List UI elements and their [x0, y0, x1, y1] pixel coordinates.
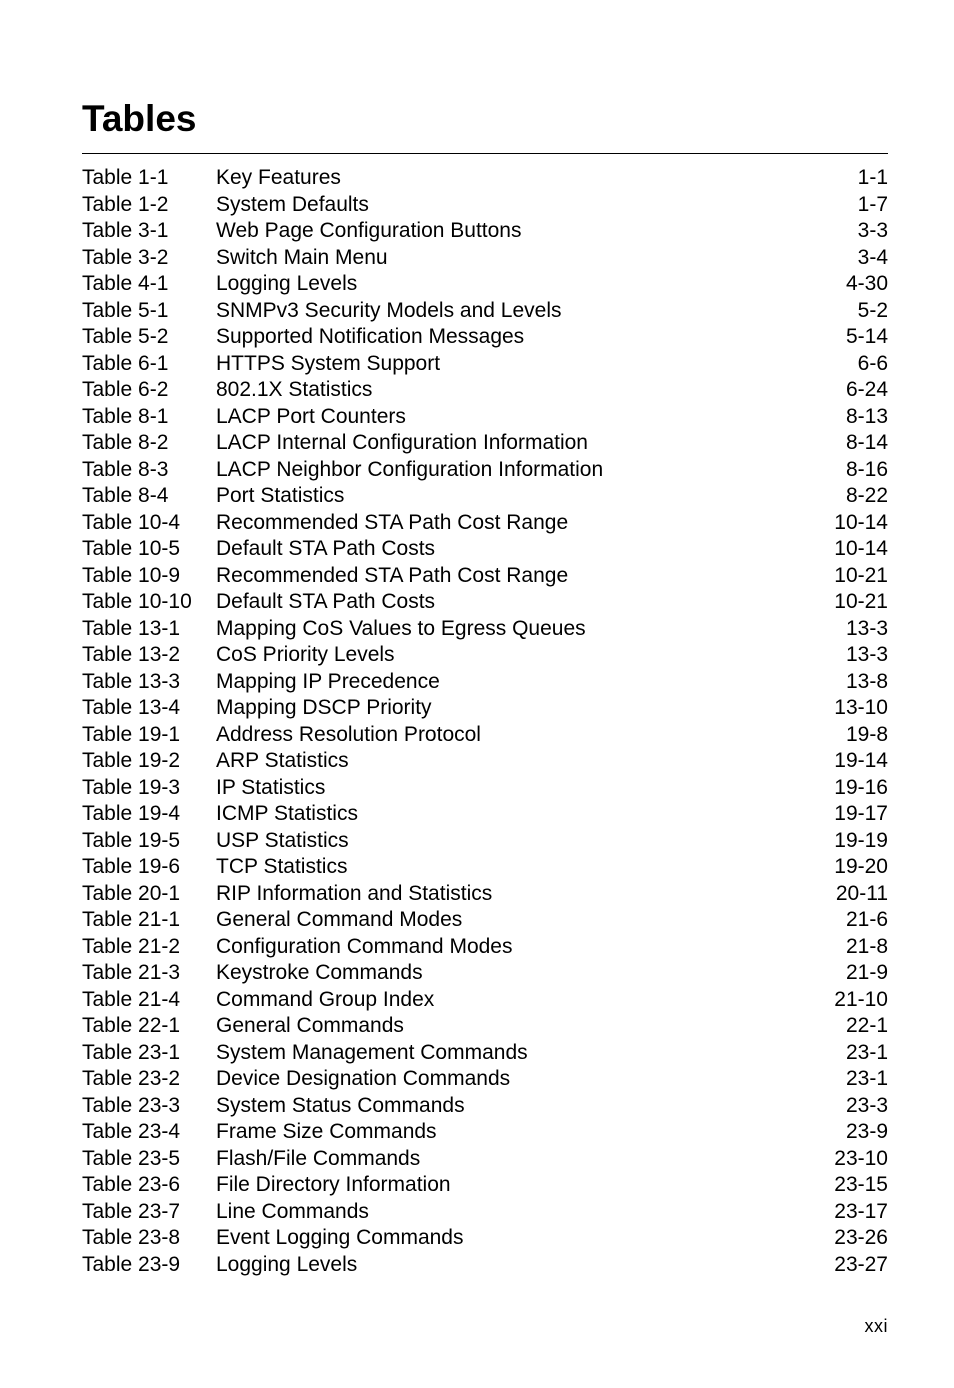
table-number: Table 10-4 — [82, 510, 181, 534]
list-item[interactable] — [82, 1119, 888, 1146]
page-reference: 23-10 — [834, 1146, 888, 1170]
table-title: SNMPv3 Security Models and Levels — [216, 298, 562, 322]
table-number: Table 10-5 — [82, 537, 181, 560]
table-number: Table 23-7 — [82, 1199, 181, 1223]
page-reference: 19-8 — [845, 722, 888, 746]
table-number: Table 4-1 — [82, 272, 169, 295]
list-item[interactable] — [82, 563, 888, 590]
table-title: Web Page Configuration Buttons — [216, 219, 522, 242]
page-reference: 1-1 — [857, 166, 888, 189]
table-list — [82, 165, 888, 1278]
table-title: Mapping CoS Values to Egress Queues — [216, 616, 586, 640]
page-reference: 19-20 — [834, 855, 888, 878]
page-reference: 23-3 — [845, 1093, 888, 1117]
table-title: Logging Levels — [216, 1252, 358, 1276]
table-title: Default STA Path Costs — [216, 537, 436, 560]
table-number: Table 6-1 — [82, 351, 169, 375]
table-number: Table 13-3 — [82, 669, 181, 693]
list-item[interactable] — [82, 1040, 888, 1067]
list-item[interactable] — [82, 828, 888, 855]
table-title: TCP Statistics — [216, 855, 348, 878]
table-number: Table 23-9 — [82, 1252, 181, 1276]
table-title: Mapping DSCP Priority — [216, 696, 432, 719]
table-number: Table 21-2 — [82, 934, 181, 958]
list-item[interactable] — [82, 748, 888, 775]
list-item[interactable] — [82, 245, 888, 272]
page-reference: 8-14 — [845, 431, 888, 454]
table-title: LACP Neighbor Configuration Information — [216, 457, 604, 481]
table-number: Table 13-4 — [82, 696, 181, 719]
list-item[interactable] — [82, 722, 888, 749]
list-item[interactable] — [82, 351, 888, 378]
list-item[interactable] — [82, 616, 888, 643]
table-number: Table 8-2 — [82, 431, 169, 454]
page-reference: 3-3 — [857, 219, 888, 242]
list-item[interactable] — [82, 775, 888, 802]
page-reference: 5-2 — [857, 298, 888, 322]
list-item[interactable] — [82, 854, 888, 881]
table-title: HTTPS System Support — [216, 351, 441, 375]
table-title: General Commands — [216, 1014, 404, 1037]
page-reference: 8-16 — [845, 457, 888, 481]
list-item[interactable] — [82, 271, 888, 298]
list-item[interactable] — [82, 669, 888, 696]
table-number: Table 13-1 — [82, 616, 181, 640]
list-item[interactable] — [82, 404, 888, 431]
page-reference: 21-9 — [845, 961, 888, 984]
table-number: Table 3-2 — [82, 245, 169, 269]
table-number: Table 19-4 — [82, 802, 181, 825]
table-title: Configuration Command Modes — [216, 934, 513, 958]
table-title: Port Statistics — [216, 484, 345, 507]
page-reference: 23-26 — [834, 1226, 888, 1249]
table-number: Table 8-4 — [82, 484, 169, 507]
list-item[interactable] — [82, 695, 888, 722]
table-title: Supported Notification Messages — [216, 325, 525, 348]
page-reference: 23-17 — [834, 1199, 888, 1223]
table-title: System Status Commands — [216, 1093, 465, 1117]
table-title: Address Resolution Protocol — [216, 722, 481, 746]
page-reference: 20-11 — [835, 881, 888, 905]
table-title: Switch Main Menu — [216, 245, 388, 269]
table-number: Table 23-5 — [82, 1146, 181, 1170]
list-item[interactable] — [82, 218, 888, 245]
page-reference: 6-24 — [845, 378, 888, 401]
table-number: Table 23-8 — [82, 1226, 181, 1249]
list-item[interactable] — [82, 1066, 888, 1093]
table-title: Logging Levels — [216, 272, 358, 295]
table-title: Recommended STA Path Cost Range — [216, 510, 569, 534]
page-number: xxi — [864, 1316, 888, 1336]
page-reference: 5-14 — [845, 325, 888, 348]
table-title: LACP Internal Configuration Information — [216, 431, 588, 454]
list-item[interactable] — [82, 1252, 888, 1279]
table-title: File Directory Information — [216, 1173, 451, 1196]
list-item[interactable] — [82, 881, 888, 908]
page-reference: 10-21 — [834, 563, 888, 587]
table-number: Table 22-1 — [82, 1014, 181, 1037]
table-number: Table 8-3 — [82, 457, 169, 481]
table-title: Default STA Path Costs — [216, 590, 436, 613]
table-number: Table 6-2 — [82, 378, 169, 401]
table-title: Device Designation Commands — [216, 1067, 511, 1090]
list-item[interactable] — [82, 589, 888, 616]
table-number: Table 10-10 — [82, 590, 192, 613]
table-number: Table 21-4 — [82, 987, 181, 1011]
page-reference: 13-3 — [845, 616, 888, 640]
table-title: Command Group Index — [216, 987, 435, 1011]
page-reference: 13-8 — [845, 669, 888, 693]
list-item[interactable] — [82, 510, 888, 537]
table-title: Flash/File Commands — [216, 1146, 421, 1170]
list-item[interactable] — [82, 1013, 888, 1040]
page-reference: 1-7 — [857, 192, 888, 216]
table-title: ARP Statistics — [216, 749, 349, 772]
page-reference: 23-9 — [845, 1120, 888, 1143]
page-reference: 23-27 — [834, 1252, 888, 1276]
table-number: Table 23-4 — [82, 1120, 181, 1143]
page-reference: 19-17 — [834, 802, 888, 825]
page-reference: 22-1 — [845, 1014, 888, 1037]
list-item[interactable] — [82, 483, 888, 510]
list-item[interactable] — [82, 377, 888, 404]
page-reference: 21-8 — [845, 934, 888, 958]
table-number: Table 23-6 — [82, 1173, 181, 1196]
table-number: Table 23-3 — [82, 1093, 181, 1117]
page-reference: 10-14 — [834, 537, 888, 560]
list-item[interactable] — [82, 165, 888, 192]
table-title: RIP Information and Statistics — [216, 881, 493, 905]
page-reference: 8-13 — [845, 404, 888, 428]
list-item[interactable] — [82, 457, 888, 484]
page-title: Tables — [82, 98, 197, 139]
page-reference: 23-1 — [845, 1040, 888, 1064]
table-title: 802.1X Statistics — [216, 378, 373, 401]
list-item[interactable] — [82, 1146, 888, 1173]
table-number: Table 19-6 — [82, 855, 181, 878]
list-item[interactable] — [82, 987, 888, 1014]
table-number: Table 20-1 — [82, 881, 181, 905]
table-number: Table 5-1 — [82, 298, 169, 322]
list-item[interactable] — [82, 192, 888, 219]
page-reference: 23-15 — [834, 1173, 888, 1196]
list-item[interactable] — [82, 324, 888, 351]
table-number: Table 5-2 — [82, 325, 169, 348]
list-item[interactable] — [82, 1199, 888, 1226]
table-number: Table 21-3 — [82, 961, 181, 984]
table-number: Table 23-2 — [82, 1067, 181, 1090]
list-item[interactable] — [82, 1093, 888, 1120]
page-reference: 21-10 — [834, 987, 888, 1011]
table-number: Table 8-1 — [82, 404, 169, 428]
list-item[interactable] — [82, 1172, 888, 1199]
list-item[interactable] — [82, 907, 888, 934]
table-number: Table 19-5 — [82, 828, 181, 852]
table-title: CoS Priority Levels — [216, 643, 395, 666]
page-reference: 21-6 — [845, 908, 888, 931]
table-title: Recommended STA Path Cost Range — [216, 563, 569, 587]
table-title: Keystroke Commands — [216, 961, 423, 984]
page-reference: 13-3 — [845, 643, 888, 666]
table-title: USP Statistics — [216, 828, 349, 852]
list-item[interactable] — [82, 1225, 888, 1252]
list-item[interactable] — [82, 801, 888, 828]
page-reference: 4-30 — [845, 272, 888, 295]
table-title: IP Statistics — [216, 775, 326, 799]
page-reference: 19-14 — [834, 749, 888, 772]
page-reference: 10-21 — [834, 590, 888, 613]
table-number: Table 21-1 — [82, 908, 181, 931]
list-item[interactable] — [82, 298, 888, 325]
list-item[interactable] — [82, 430, 888, 457]
page-reference: 19-19 — [834, 828, 888, 852]
page-reference: 10-14 — [834, 510, 888, 534]
list-item[interactable] — [82, 642, 888, 669]
page-reference: 6-6 — [857, 351, 888, 375]
table-number: Table 19-1 — [82, 722, 181, 746]
table-title: System Defaults — [216, 192, 369, 216]
table-number: Table 1-2 — [82, 192, 169, 216]
table-title: Key Features — [216, 166, 341, 189]
list-item[interactable] — [82, 960, 888, 987]
table-number: Table 19-2 — [82, 749, 181, 772]
table-number: Table 23-1 — [82, 1040, 181, 1064]
table-number: Table 3-1 — [82, 219, 169, 242]
table-number: Table 1-1 — [82, 166, 169, 189]
table-title: General Command Modes — [216, 908, 463, 931]
table-number: Table 19-3 — [82, 775, 181, 799]
page-reference: 13-10 — [834, 696, 888, 719]
table-title: Line Commands — [216, 1199, 369, 1223]
title-divider — [82, 153, 888, 154]
table-title: Event Logging Commands — [216, 1226, 464, 1249]
page-reference: 8-22 — [845, 484, 888, 507]
table-title: Mapping IP Precedence — [216, 669, 440, 693]
table-number: Table 13-2 — [82, 643, 181, 666]
table-number: Table 10-9 — [82, 563, 181, 587]
page-reference: 19-16 — [834, 775, 888, 799]
page-reference: 3-4 — [857, 245, 888, 269]
table-title: Frame Size Commands — [216, 1120, 437, 1143]
table-title: LACP Port Counters — [216, 404, 406, 428]
page-reference: 23-1 — [845, 1067, 888, 1090]
table-title: ICMP Statistics — [216, 802, 358, 825]
list-item[interactable] — [82, 934, 888, 961]
table-title: System Management Commands — [216, 1040, 528, 1064]
list-item[interactable] — [82, 536, 888, 563]
